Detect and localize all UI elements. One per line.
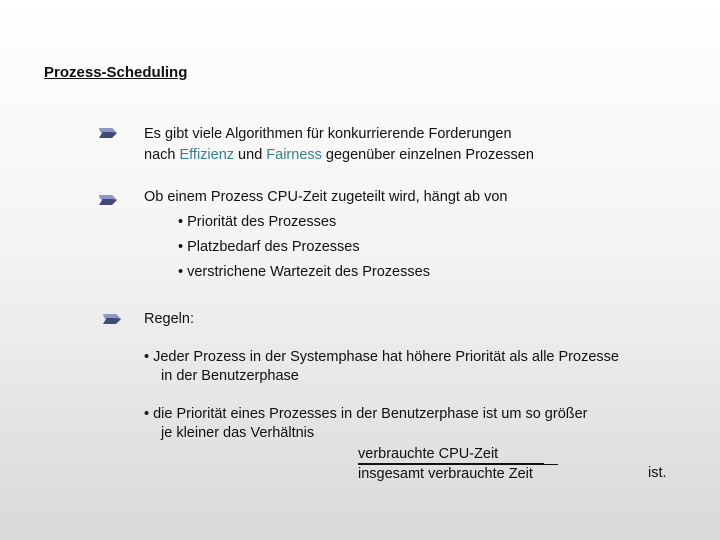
criteria-item-priority: • Priorität des Prozesses <box>178 214 337 230</box>
intro-text-line-2: nach Effizienz und Fairness gegenüber einzelnen Prozessen <box>144 147 534 163</box>
rule-2-line-2: je kleiner das Verhältnis <box>161 425 315 441</box>
intro-text-line-1: Es gibt viele Algorithmen für konkurrierende Forderungen <box>144 126 512 142</box>
fraction-numerator: verbrauchte CPU-Zeit <box>358 445 544 464</box>
rule-2-line-1: • die Priorität eines Prozesses in der Benutzerphase ist um so größer <box>144 406 588 422</box>
rule-1-line-1: • Jeder Prozess in der Systemphase hat höhere Priorität als alle Prozesse <box>144 349 619 365</box>
fraction-denominator: insgesamt verbrauchte Zeit <box>358 464 558 483</box>
arrow-bullet-icon <box>99 127 117 139</box>
highlight-fairness: Fairness <box>266 147 322 163</box>
fraction-suffix: ist. <box>648 465 667 481</box>
criteria-item-waittime: • verstrichene Wartezeit des Prozesses <box>178 264 430 280</box>
arrow-bullet-icon <box>103 313 121 325</box>
rule-1-line-2: in der Benutzerphase <box>161 368 299 384</box>
arrow-bullet-icon <box>99 194 117 206</box>
page-title: Prozess-Scheduling <box>44 64 188 81</box>
criteria-item-space: • Platzbedarf des Prozesses <box>178 239 360 255</box>
rules-heading: Regeln: <box>144 311 194 327</box>
criteria-heading: Ob einem Prozess CPU-Zeit zugeteilt wird, hängt ab von <box>144 189 508 205</box>
highlight-efficiency: Effizienz <box>179 147 235 163</box>
